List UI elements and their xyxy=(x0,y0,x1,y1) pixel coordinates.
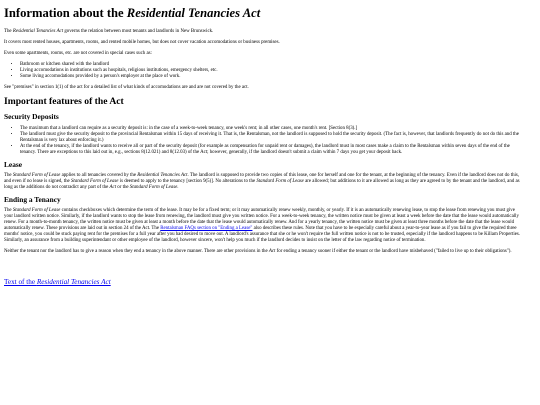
lease-text: are allowed; but additions to it are allowed as long as they are agreed to by the tenant and the landlord, and as long as the additions do not contradict any part of the xyxy=(4,178,520,190)
lease-text: applies to all tenancies covered by the xyxy=(60,172,138,178)
intro-text: governs the relation between most tenants and landlords in New Brunswick. xyxy=(63,28,214,34)
list-item: • At the end of the tenancy, if the landlord wants to receive all or part of the security deposit (for example as compensation for unpaid rent or damages), the landlord must in most cases make a claim to the Rentalsman within seven days of the end of the tenancy. There are exceptions to this laid out in, e.g., sections 8(12.021) and 8(12.03) of the Act; however, generally, if the landlord doesn't submit a claim within 7 days you get your deposit back. xyxy=(20,144,524,156)
act-text-link[interactable] xyxy=(4,278,111,286)
intro-text: The xyxy=(4,28,13,34)
page-title xyxy=(4,7,524,21)
lease-emph: Standard Form of Lease xyxy=(12,172,61,178)
ending-text: also describes these rules. Note that you have to be especially careful about a year-to-year lease as if you fail to give the required three months' notice, you could be stuck paying rent for the premises for a full year after you had desired to move out. A landlord's assurance that she or he won't require the full written notice is not to be trusted, especially if the landlord happens to be Killam Properties. Similarly, an assurance from a building superintendant or other employee of the landlord, however sincere, won't help you much if the landlord decides to insist on the letter of the law regarding notice of termination. xyxy=(4,225,521,243)
features-heading: Important features of the Act xyxy=(4,95,124,107)
lease-text: is deemed to apply to the tenancy [section 9(5)]. No alterations to the xyxy=(118,178,257,184)
security-deposits-heading: Security Deposits xyxy=(4,112,59,122)
exceptions-list xyxy=(4,62,524,80)
lease-emph: Residential Tenancies Act xyxy=(137,172,188,178)
lease-text: or the xyxy=(116,184,130,190)
act-text-link-label: Text of the xyxy=(4,277,37,286)
exceptions-intro: Even some apartments, rooms, etc. are not covered in special cases such as: xyxy=(4,50,152,56)
list-item: • Bathroom or kitchen shared with the landlord xyxy=(20,62,524,68)
title-act-name: Residential Tenancies Act xyxy=(126,6,261,20)
lease-emph: Act xyxy=(109,184,117,190)
lease-paragraph xyxy=(4,173,524,191)
lease-text: . xyxy=(177,184,179,190)
ending-emph: Standard Form of Lease xyxy=(12,207,61,213)
ending-reason-paragraph xyxy=(4,249,524,255)
intro-act-name: Residential Tenancies Act xyxy=(12,28,64,34)
rentalsman-faq-link[interactable]: Rentalsman FAQs section on "Ending a Lease" xyxy=(160,225,253,231)
lease-emph: Standard Form of Lease xyxy=(70,178,119,184)
ending-emph: Act xyxy=(268,248,276,254)
list-item: • The maximum that a landlord can require as a security deposit is: in the case of a week-to-week tenancy, one week's rent; in all other cases, one month's rent. [Section 8(3).] xyxy=(20,126,524,132)
list-item: • The landlord must give the security deposit to the provincial Rentalsman within 15 days of receiving it. That is, the Rentalsman, not the landlord is supposed to hold the security deposit. (The fact is, however, that landlords frequently do not do this and the Rentalsman is very lax about enforcing it.) xyxy=(20,132,524,144)
coverage-paragraph: It covers most rented houses, apartments, rooms, and rented mobile homes, but does not cover vacation accomodations or business premises. xyxy=(4,39,280,45)
ending-text: for ending a tenancy sooner if either the tenant or the landlord have misbehaved ("failed to live up to their obligations"). xyxy=(275,248,512,254)
premises-note: See "premises" in section 1(1) of the act for a detailed list of what kinds of accomodations are and are not covered by the act. xyxy=(4,84,249,90)
security-deposits-list xyxy=(4,126,524,156)
ending-text: Neither the tenant nor the landlord has to give a reason when they end a tenancy in the above manner. There are other provisions in the xyxy=(4,248,269,254)
ending-text: The xyxy=(4,207,13,213)
lease-text: . The landlord is supposed to provide two copies of this lease, one for herself and one for the tenant, at the beginning of the tenancy. Even if the landlord does not do this, and even if no lease is signed, the xyxy=(4,172,520,184)
lease-heading: Lease xyxy=(4,159,23,169)
ending-text: contains checkboxes which determine the term of the lease. It may be for a fixed term; or it may automatically renew weekly, monthly, or yearly. If it is an automatically renewing lease, to stop the lease from renewing you must give your landlord written notice. Similarly, if the landlord wants to stop the lease from renewing, the landlord must give you written notice. For a week-to-week tenancy, the written notice must be given at least a week before the date that the lease would automatically renew. For a month-to-month tenancy, the written notice must be given at least a month before the date that the lease would automatically renew. And for a yearly tenancy, the written notice must be given at least three months before the date that the lease would automatically renew. These provisions are laid out in section 24 of the Act. The xyxy=(4,207,519,231)
list-item: • Some living accomodations provided by a person's employer at the place of work. xyxy=(20,74,524,80)
intro-paragraph xyxy=(4,29,524,35)
list-item: • Living accomodations in institutions such as hospitals, religious institutions, emergency shelters, etc. xyxy=(20,68,524,74)
act-text-link-emph: Residential Tenancies Act xyxy=(36,277,111,286)
ending-tenancy-heading: Ending a Tenancy xyxy=(4,194,61,204)
lease-text: The xyxy=(4,172,13,178)
lease-emph: Standard Form of Lease xyxy=(129,184,178,190)
lease-emph: Standard Form of Lease xyxy=(256,178,304,184)
title-text: Information about the xyxy=(4,6,127,20)
ending-tenancy-paragraph xyxy=(4,208,524,244)
